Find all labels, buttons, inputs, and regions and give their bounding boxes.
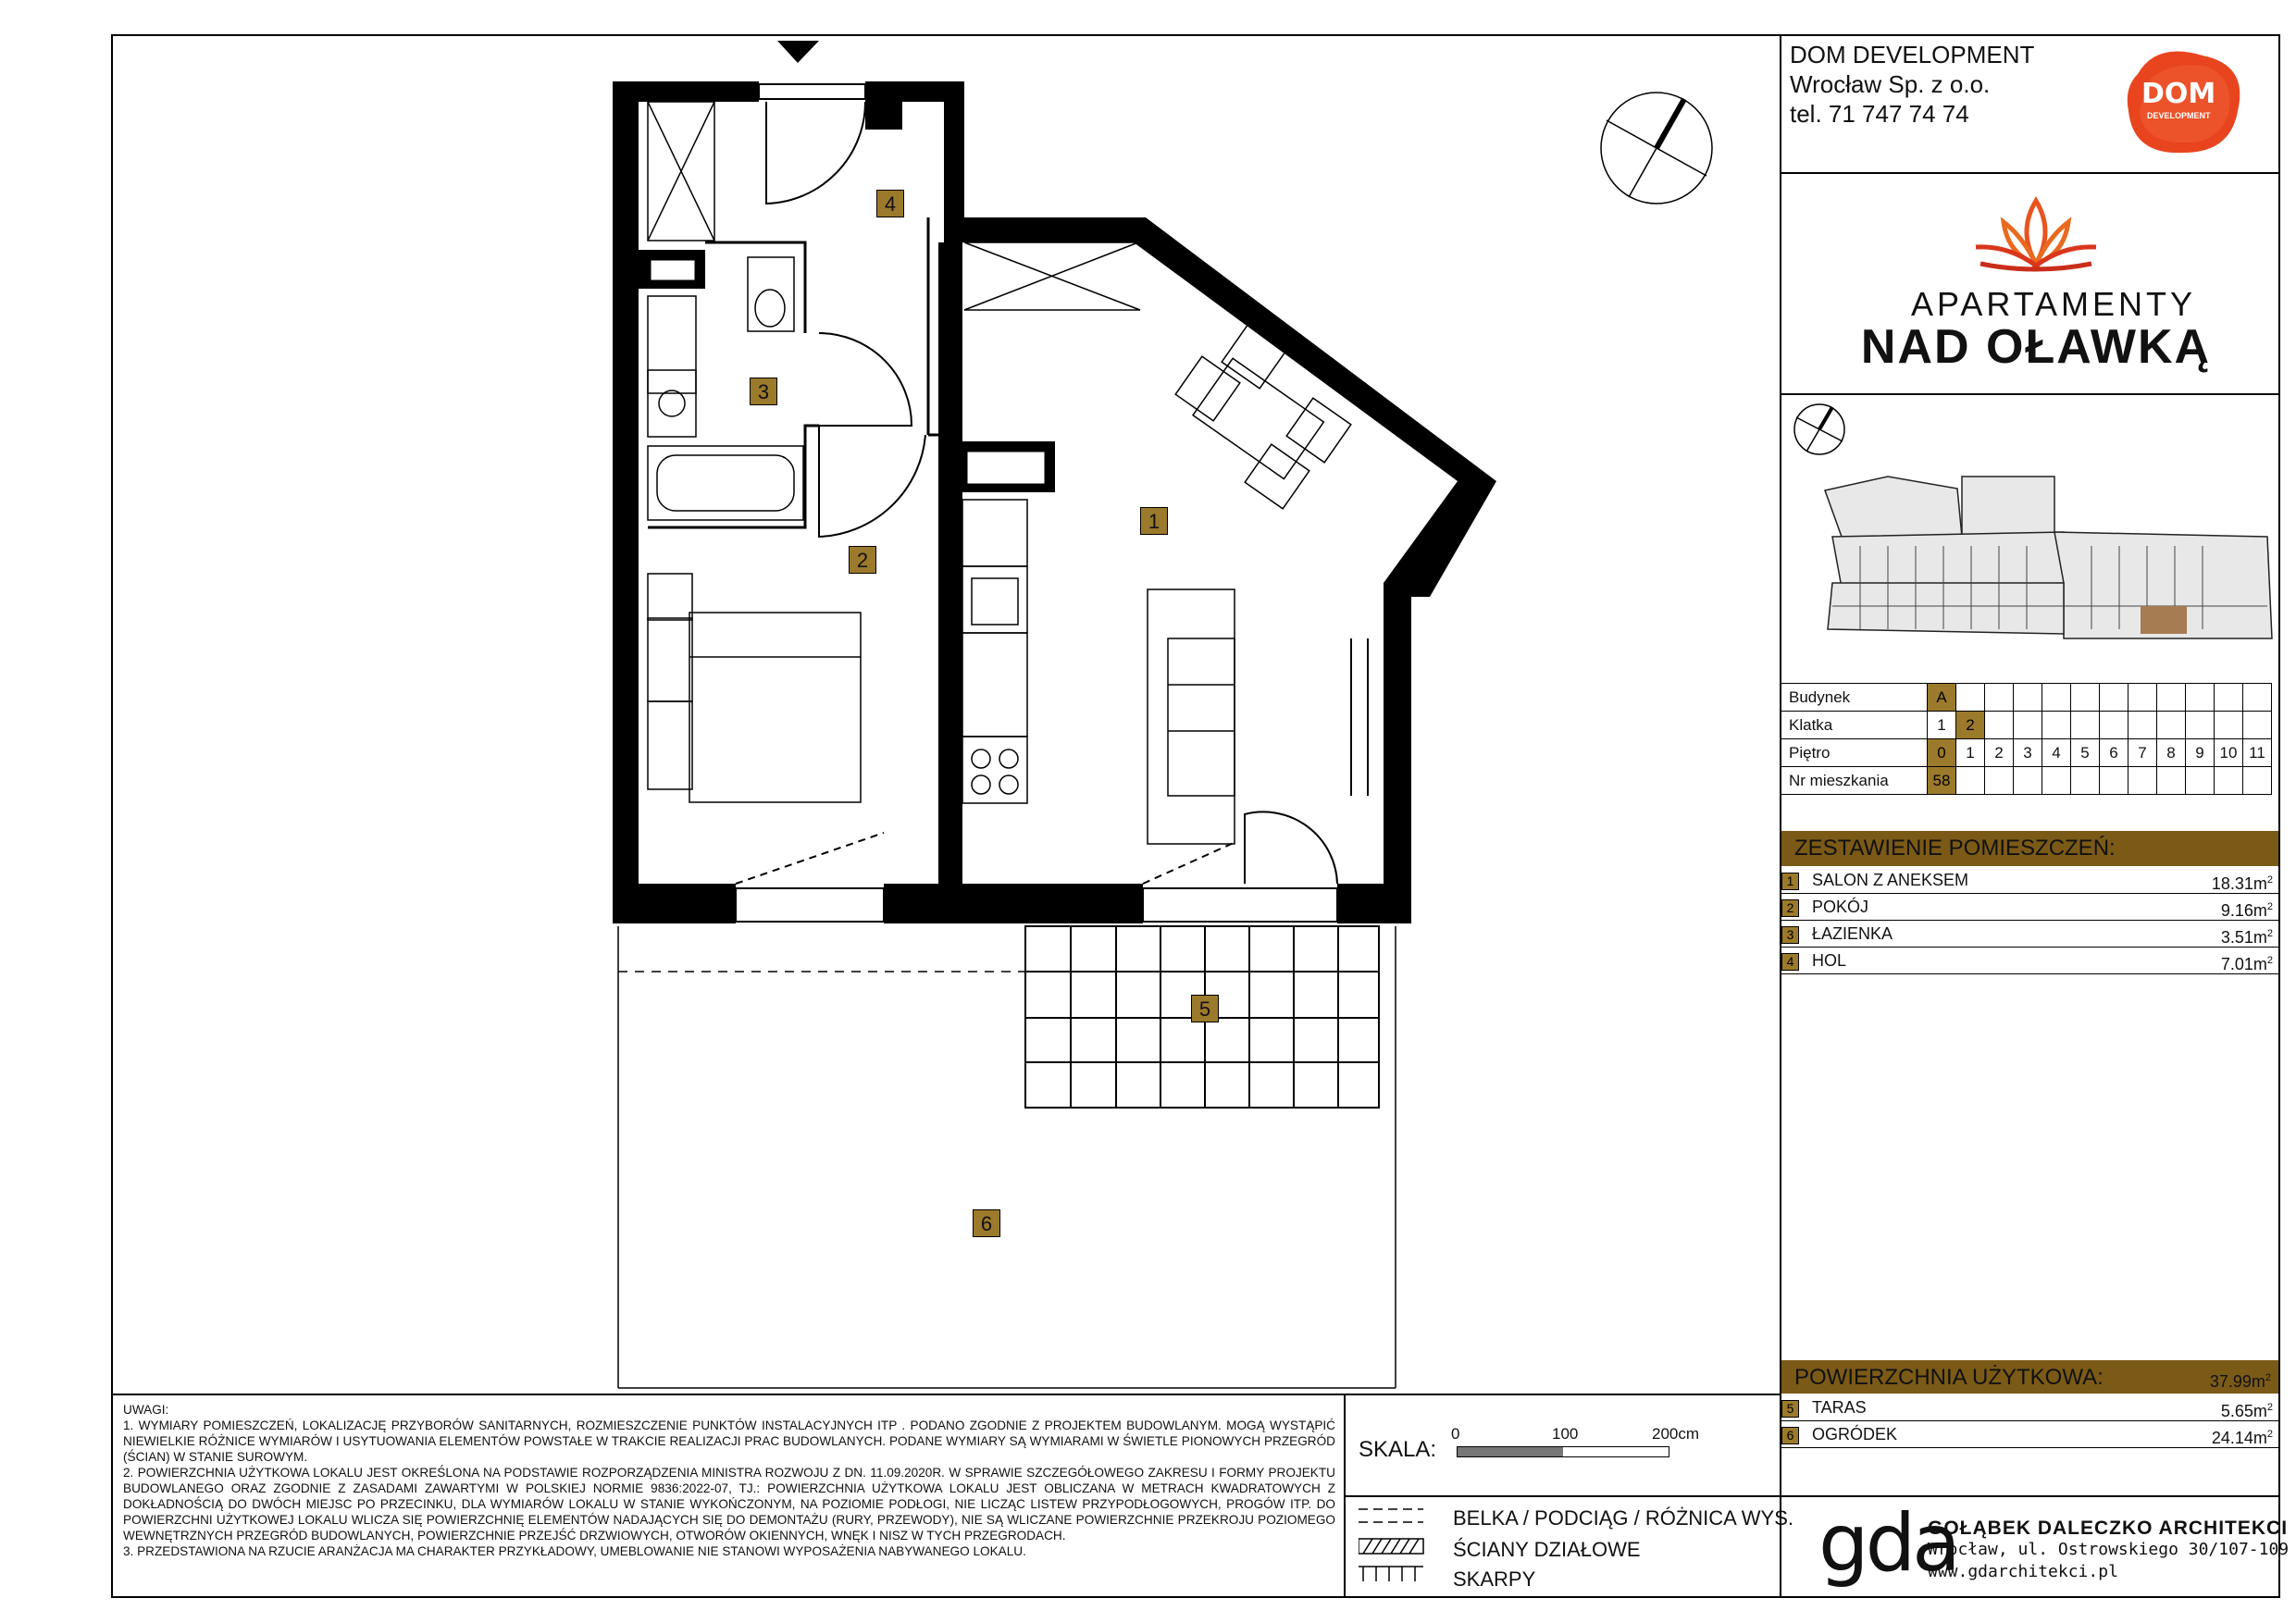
scale-tick-200: 200cm [1652, 1425, 1700, 1443]
room-area-sup: 2 [2266, 928, 2273, 939]
room-number-badge: 2 [1781, 899, 1799, 917]
room-name: OGRÓDEK [1812, 1425, 1898, 1443]
outer-walls [613, 81, 1496, 923]
apt-table-cell [2071, 767, 2100, 795]
apt-table-cell: 6 [2100, 739, 2128, 767]
apt-table-cell: 1 [1928, 712, 1956, 739]
apt-table-cell [2157, 684, 2186, 712]
entrance-arrow [777, 41, 819, 63]
cutouts [650, 259, 1046, 485]
room-number-badge: 3 [1781, 926, 1799, 944]
apt-table-cell [2014, 767, 2042, 795]
room-name: POKÓJ [1812, 898, 1869, 916]
apt-table-cell: 10 [2215, 739, 2243, 767]
apt-table-cell [2243, 767, 2272, 795]
tb-divider-1 [1780, 172, 2280, 174]
minimap-highlight [2141, 606, 2187, 634]
room-area-value: 3.51m [2220, 928, 2267, 947]
apt-table-cell: 2 [1985, 739, 2014, 767]
rooms-section-header: ZESTAWIENIE POMIESZCZEŃ: [1781, 831, 2278, 866]
room-area-value: 18.31m [2211, 874, 2267, 893]
north-compass-icon [1601, 93, 1712, 204]
room-row [1781, 867, 2278, 894]
scale-legend-divider [1344, 1495, 1780, 1497]
apt-table-cell [2014, 684, 2042, 712]
room-name: TARAS [1812, 1398, 1867, 1417]
apt-table-cell: 58 [1928, 767, 1956, 795]
legend-symbols [1359, 1504, 1433, 1592]
note-1: 1. WYMIARY POMIESZCZEŃ, LOKALIZACJĘ PRZYBORÓW SANITARNYCH, ROZMIESZCZENIE PUNKTÓW INSTALACYJNYCH ITP . PODANO ZGODNIE Z PROJEKTEM BUDOWLANYM. MOGĄ WYSTĄPIĆ NIEWIELKIE RÓŻNICE WYMIARÓW I USYTUOWANIA ELEMENTÓW POWSTAŁE W TRAKCIE REALIZACJI PRAC BUDOWLANYCH. PODANE WYMIARY SĄ WYMIARAMI W ŚWIETLE PIONOWYCH PRZEGRÓD (ŚCIAN) W STANIE SUROWYM. [123, 1419, 1335, 1464]
apt-table-row [1780, 767, 2272, 795]
apt-table-cell [2071, 684, 2100, 712]
apt-table-cell [2157, 767, 2186, 795]
room-name: SALON Z ANEKSEM [1812, 871, 1969, 889]
room-area-value: 7.01m [2220, 955, 2267, 973]
apt-table-row [1780, 712, 2272, 739]
apt-table-cell [2042, 767, 2071, 795]
architect-address: Wrocław, ul. Ostrowskiego 30/107-109 [1928, 1540, 2290, 1559]
room-row [1781, 921, 2278, 948]
room-label-5: 5 [1191, 995, 1219, 1022]
dom-logo-sub: DEVELOPMENT [2147, 111, 2211, 120]
apt-table-cell [2100, 767, 2128, 795]
project-name-line2: NAD OŁAWKĄ [1860, 320, 2212, 374]
apt-table-cell: A [1928, 684, 1956, 712]
apt-table-cell [2128, 767, 2157, 795]
room-number-badge: 6 [1781, 1427, 1799, 1444]
room-number-badge: 1 [1781, 873, 1799, 890]
minimap-compass-icon [1794, 404, 1844, 454]
room-name: HOL [1812, 951, 1847, 970]
apt-table-cell: 3 [2014, 739, 2042, 767]
room-label-4: 4 [876, 190, 904, 217]
note-3: 3. PRZEDSTAWIONA NA RZUCIE ARANŻACJA MA CHARAKTER PRZYKŁADOWY, UMEBLOWANIE NIE STANOWI WYPOSAŻENIA NABYWANEGO LOKALU. [123, 1544, 1026, 1558]
apt-table-cell [1985, 684, 2014, 712]
room-row [1781, 948, 2278, 974]
scale-bar-fill [1458, 1447, 1563, 1456]
apt-table-row [1780, 684, 2272, 712]
apt-table-cell [2157, 712, 2186, 739]
room-label-1: 1 [1140, 507, 1168, 535]
room-number-badge: 5 [1781, 1400, 1799, 1418]
apt-table-cell: 9 [2186, 739, 2215, 767]
usable-area-value [2210, 1360, 2271, 1399]
architect-name: GOŁĄBEK DALECZKO ARCHITEKCI [1928, 1518, 2289, 1539]
developer-name: DOM DEVELOPMENT [1790, 41, 2035, 68]
room-area-sup: 2 [2266, 1402, 2273, 1413]
room-label-2: 2 [849, 546, 876, 574]
room-row [1781, 1421, 2278, 1448]
apt-table-cell: 0 [1928, 739, 1956, 767]
garden-area [618, 926, 1396, 1388]
architect-logo: gda [1818, 1497, 1957, 1590]
site-plan-minimap [1786, 398, 2277, 675]
apt-table-cell [2243, 712, 2272, 739]
legend-ticks-label: SKARPY [1453, 1567, 1536, 1591]
apt-table-cell: 2 [1956, 712, 1985, 739]
room-area [2221, 948, 2273, 978]
apt-table-cell [2243, 684, 2272, 712]
apt-table-cell: 7 [2128, 739, 2157, 767]
apt-table-cell [2186, 684, 2215, 712]
room-area-sup: 2 [2266, 901, 2273, 912]
apt-table-cell [2215, 684, 2243, 712]
room-area-value: 5.65m [2220, 1402, 2267, 1420]
notes-divider [111, 1394, 1780, 1395]
scale-label: SKALA: [1359, 1437, 1437, 1462]
apt-table-cell: 4 [2042, 739, 2071, 767]
apt-table-cell [2071, 712, 2100, 739]
legend-dashed-label: BELKA / PODCIĄG / RÓŻNICA WYS. [1453, 1506, 1793, 1530]
apt-table-cell: 1 [1956, 739, 1985, 767]
project-lotus-logo [1971, 190, 2101, 282]
apt-table-cell [2014, 712, 2042, 739]
apt-table-cell [2100, 712, 2128, 739]
apt-table-label: Nr mieszkania [1780, 767, 1928, 795]
room-area-value: 9.16m [2220, 901, 2267, 920]
room-row [1781, 1394, 2278, 1421]
apt-table-cell [2128, 684, 2157, 712]
windows [736, 84, 1368, 922]
apt-table-cell [2215, 712, 2243, 739]
room-area [2212, 1421, 2273, 1452]
legend-ticks-icon [1359, 1567, 1423, 1581]
note-2: 2. POWIERZCHNIA UŻYTKOWA LOKALU JEST OKREŚLONA NA PODSTAWIE ROZPORZĄDZENIA MINISTRA ROZWOJU Z DN. 11.09.2020R. W SPRAWIE SZCZEGÓŁOWEGO ZAKRESU I FORMY PROJEKTU BUDOWLANEGO ORAZ ZGODNIE Z ZASADAMI ZAWARTYMI W POLSKIEJ NORMIE 9836:2022-07, TJ.: POWIERZCHNIA UŻYTKOWA LOKALU JEST OBLICZANA W METRACH KWADRATOWYCH Z DOKŁADNOŚCIĄ DO DWÓCH MIEJSC PO PRZECINKU, DLA WYMIARÓW LOKALU W STANIE WYKOŃCZONYM, NA POZIOMIE PODŁOGI, NIE LICZĄC LISTEW PRZYPODŁOGOWYCH, PROGÓW ITP. DO POWIERZCHNI UŻYTKOWEJ LOKALU WLICZA SIĘ POWIERZCHNIĘ ELEMENTÓW NADAJĄCYCH SIĘ DO DEMONTAŻU (RURY, PRZEWODY), NIE SĄ WLICZANE POWIERZCHNIE PRZEKROJU POZIOMEGO WEWNĘTRZNYCH PRZEGRÓD BUDOWLANYCH, POWIERZCHNIE PRZEJŚĆ DRZWIOWYCH, OTWORÓW OKIENNYCH, WNĘK I NISZ W TYCH PRZEGRODACH. [123, 1466, 1335, 1542]
apt-table-cell: 5 [2071, 739, 2100, 767]
apt-table-row [1780, 739, 2272, 767]
room-area-sup: 2 [2266, 1429, 2273, 1440]
scale-tick-0: 0 [1451, 1425, 1460, 1443]
notes-title: UWAGI: [123, 1403, 169, 1417]
developer-phone: tel. 71 747 74 74 [1790, 100, 1969, 128]
usable-area-number: 37.99m [2209, 1372, 2265, 1391]
scale-tick-100: 100 [1552, 1425, 1579, 1443]
apt-table-cell: 8 [2157, 739, 2186, 767]
apt-table-cell [1956, 767, 1985, 795]
apt-table-cell [1956, 684, 1985, 712]
usable-area-header [1781, 1360, 2278, 1394]
apt-table-cell [2186, 712, 2215, 739]
usable-area-title: POWIERZCHNIA UŻYTKOWA: [1794, 1365, 2104, 1390]
usable-area-sup: 2 [2265, 1372, 2271, 1383]
apt-table-cell [2042, 712, 2071, 739]
room-area-sup: 2 [2266, 955, 2273, 966]
apt-table-cell [2100, 684, 2128, 712]
notes-block [123, 1402, 1335, 1559]
apt-table-label: Klatka [1780, 712, 1928, 739]
apt-table-label: Piętro [1780, 739, 1928, 767]
apt-table-cell [2042, 684, 2071, 712]
room-label-6: 6 [973, 1209, 1000, 1237]
apt-table-cell [2215, 767, 2243, 795]
architect-web: www.gdarchitekci.pl [1928, 1562, 2118, 1581]
scale-bar [1457, 1446, 1669, 1457]
developer-company: Wrocław Sp. z o.o. [1790, 70, 1991, 98]
legend-hatched-label: ŚCIANY DZIAŁOWE [1453, 1538, 1641, 1561]
room-area-value: 24.14m [2211, 1429, 2267, 1447]
room-name: ŁAZIENKA [1812, 924, 1893, 943]
tb-divider-2 [1780, 393, 2280, 395]
apt-table-cell [1985, 712, 2014, 739]
apt-table-cell [2128, 712, 2157, 739]
apt-table-cell [1985, 767, 2014, 795]
legend-hatched-icon [1359, 1539, 1423, 1554]
apartment-location-table [1780, 683, 2272, 795]
legend-dashed-icon [1359, 1509, 1423, 1522]
room-number-badge: 4 [1781, 953, 1799, 971]
apt-table-cell: 11 [2243, 739, 2272, 767]
project-name-line1: APARTAMENTY [1911, 285, 2197, 323]
apt-table-cell [2186, 767, 2215, 795]
developer-info [1790, 40, 2034, 129]
apt-table-label: Budynek [1780, 684, 1928, 712]
room-label-3: 3 [750, 378, 777, 405]
dom-logo [2119, 46, 2245, 157]
room-row [1781, 894, 2278, 921]
floor-plan [111, 34, 1780, 1394]
dom-logo-text: DOM [2141, 78, 2216, 110]
room-area-sup: 2 [2266, 874, 2273, 886]
